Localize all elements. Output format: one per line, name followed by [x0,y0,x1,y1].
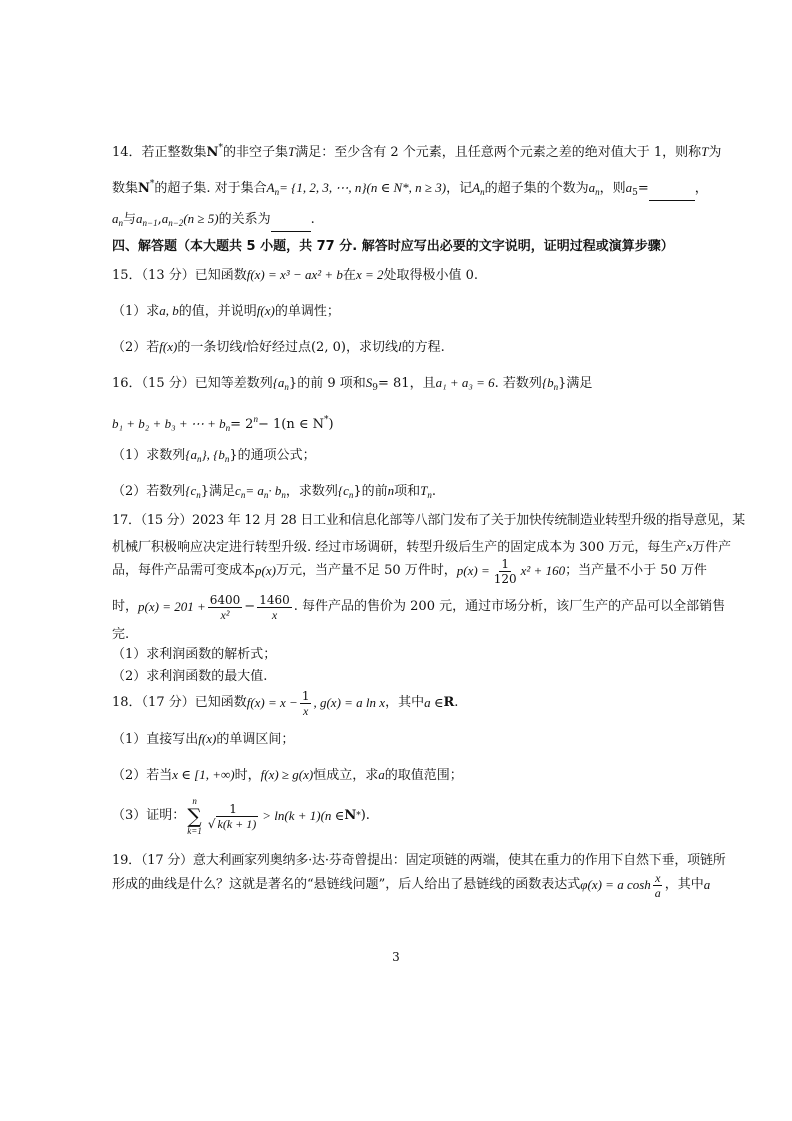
math: }, {b [201,447,225,462]
text: 的前 [361,484,388,499]
fraction [206,802,260,831]
math: N [138,181,150,196]
math: N [206,145,219,160]
text: 满足 [209,484,236,499]
math: } [200,484,210,499]
q17-line-3 [112,556,707,586]
text: 满足：至少含有 2 个元素，且任意两个元素之差的绝对值大于 1，则称 [295,145,702,160]
math: = 81 [377,376,410,391]
page-number: 3 [392,950,400,964]
text: 的前 9 项和 [297,376,366,391]
math: p(x) [255,563,276,578]
q15-stem [112,266,478,285]
math: l [397,339,402,354]
text: 时， [234,768,261,783]
numerator: 6400 [209,592,241,607]
math: = {1, 2, 3, ⋯, n}(n ∈ N*, n ≥ 3) [279,180,447,195]
text: ，求切线 [345,340,398,355]
math: T [287,144,296,159]
math: n [196,490,201,500]
text: 的方程. [401,340,445,355]
math: n [192,796,197,806]
math: 5 [632,188,638,198]
text: 处取得极小值 0. [383,268,479,283]
text: （2）若当 [112,768,173,783]
q17-part-1: （1）求利润函数的解析式； [112,647,277,662]
text: 项和 [394,484,421,499]
math: n [196,454,202,464]
text: . 若数列 [494,376,542,391]
text: 的关系为 [218,212,271,227]
math: n [225,423,231,433]
math: c [235,483,241,498]
math: − 1(n ∈ N [257,417,324,432]
q19-line-1: 19．（17 分）意大利画家列奥纳多·达·芬奇曾提出：固定项链的两端，使其在重力的作用下自然下垂，项链所 [112,853,726,868]
numerator: x [655,870,661,885]
math: } [353,484,362,499]
text: 品，每件产品需可变成本 [112,563,256,578]
math: x [686,539,693,554]
math: k=1 [187,826,202,836]
text: （1）求数列 [112,448,186,463]
math: n [387,483,395,498]
math: } [288,376,298,391]
text: 的一条切线 [177,340,243,355]
q17-line-2 [112,538,731,557]
text: （1）直接写出 [112,732,199,747]
math: a [703,877,711,892]
text: （2）若数列 [112,484,186,499]
math: x = 2 [355,267,384,282]
text: 16．（15 分）已知等差数列 [112,376,273,391]
q17-line-5: 完. [112,627,130,642]
math: a ∈ [424,695,444,710]
math: > ln(k + 1)(n ∈ [262,808,345,823]
numerator: 1 [229,801,237,816]
text: ，记 [446,181,473,196]
math: a [378,767,385,782]
text: ). [360,808,370,823]
text: 的单调性； [274,304,340,319]
math: a [136,211,143,226]
math: n [274,187,280,197]
math: * [149,179,155,189]
math: a, b [159,303,179,318]
text: . [431,484,437,499]
text: ，其中 [385,695,425,710]
math: } [558,376,567,391]
q17-part-2: （2）求利润函数的最大值. [112,669,268,684]
math: A [472,180,481,195]
fraction [208,593,243,622]
denominator: x [271,607,278,622]
math: a₁ + a₃ = 6 [435,375,495,390]
math: p(x) = [456,563,490,578]
text: 万件产 [692,540,732,555]
denominator: √ k(k + 1) [207,816,257,831]
math: {a [185,447,197,462]
text: （2）若 [112,340,160,355]
q18-part-3 [112,796,370,836]
math: a [625,180,633,195]
math: f(x) [198,731,217,746]
text: 为 [708,145,722,160]
q14-line-2 [112,175,708,202]
math: 9 [372,383,378,393]
math: n [480,187,485,197]
math: n [348,490,354,500]
text: 万元，当产量不足 50 万件时， [275,563,457,578]
math: b₁ + b₂ + b₃ + ⋯ + b [112,416,226,431]
math: a [588,180,596,195]
math: f(x) [159,339,178,354]
text: 时， [112,599,139,614]
math: x² + 160 [520,563,566,578]
math: (n ≥ 5) [183,211,219,226]
q18-part-1 [112,730,294,749]
text: ，则 [599,181,626,196]
math: n [553,382,559,392]
math: a [112,211,119,226]
math: , g(x) = a ln x [313,695,386,710]
math: {a [272,375,285,390]
q15-part-1 [112,302,340,321]
answer-blank [271,213,311,232]
fraction [257,593,292,622]
summation [187,796,202,836]
section-heading: 四、解答题（本大题共 5 小题，共 77 分. 解答时应写出必要的文字说明，证明过程或演算步骤） [112,239,674,254]
math: n [224,454,230,464]
math: l [242,339,246,354]
math: } [229,448,238,463]
math: n [240,490,246,500]
text: 15．（13 分）已知函数 [112,268,247,283]
math: * [356,811,361,821]
denominator: x² [220,607,230,622]
text: 的超子集的个数为 [484,181,589,196]
text: 的值，并说明 [178,304,257,319]
q16-part-2 [112,482,436,504]
q16-part-1 [112,446,316,468]
answer-blank [649,182,695,201]
numerator: 1 [501,556,509,571]
math: = [637,181,649,196]
text: 数集 [112,181,139,196]
math: * [218,143,223,153]
math: · b [268,483,282,498]
text: . [310,212,315,227]
math: n [595,187,600,197]
math: p(x) = 201 + [138,599,206,614]
math: R [443,695,455,710]
text: 18．（17 分）已知函数 [112,695,247,710]
text: 的通项公式； [237,448,316,463]
radicand: k(k + 1) [217,816,257,831]
q16-equation [112,410,334,437]
text: 与 [123,212,137,227]
math: = a [245,483,264,498]
text: 满足 [566,376,593,391]
math: * [323,415,329,425]
math: f(x) = x − [246,695,298,710]
q15-part-2 [112,338,445,357]
q14-line-3 [112,210,315,232]
text: 的非空子集 [222,145,288,160]
math: n−2 [168,218,184,228]
math: N [344,808,357,823]
q14-line-1 [112,139,721,162]
denominator: a [654,885,661,900]
math: (2, 0) [310,340,346,355]
math: {c [185,483,197,498]
q17-line-1: 17．（15 分）2023 年 12 月 28 日工业和信息化部等八部门发布了关于加快传统制造业转型升级的指导意见，某 [112,513,745,528]
numerator: 1 [301,688,310,703]
math: x ∈ [1, +∞) [172,767,235,782]
sigma-icon: ∑ [187,804,202,828]
math: n [253,414,258,424]
text: ， [694,181,708,196]
math: n [263,490,269,500]
math: T [420,483,428,498]
text: 恰好经过点 [245,340,311,355]
math: f(x) ≥ g(x) [260,767,314,782]
text: 恒成立，求 [313,768,379,783]
math: a [161,211,169,226]
math: S [365,375,373,390]
math: n [281,490,286,500]
text: 形成的曲线是什么？这就是著名的“悬链线问题”，后人给出了悬链线的函数表达式 [112,877,581,892]
q18-stem [112,688,458,718]
text: 的超子集. 对于集合 [154,181,267,196]
math: n−1 [142,218,158,228]
q17-line-4 [112,592,725,622]
text: ，其中 [664,877,704,892]
text: . [454,695,459,710]
math: , [157,212,162,227]
text: ，求数列 [285,484,338,499]
math: ) [328,417,334,432]
text: 在 [342,268,356,283]
text: （3）证明： [112,808,186,823]
q19-line-2 [112,870,710,900]
math: T [701,144,709,159]
fraction [653,871,663,900]
math: n [427,490,432,500]
math: φ(x) = a cosh [580,877,651,892]
math: {b [541,375,554,390]
math: A [266,180,275,195]
math: n [284,382,289,392]
denominator: 120 [493,571,517,586]
text: ，且 [409,376,436,391]
denominator: x [302,703,309,718]
q16-stem [112,374,592,397]
math: f(x) [256,303,275,318]
text: 的取值范围； [384,768,463,783]
math: = 2 [230,417,254,432]
text: （1）求 [112,304,160,319]
text: 14．若正整数集 [112,145,207,160]
text: 的单调区间； [216,732,295,747]
text: . 每件产品的售价为 200 元，通过市场分析，该厂生产的产品可以全部销售 [293,599,726,614]
fraction [492,557,519,586]
text: ；当产量不小于 50 万件 [565,563,707,578]
math: f(x) = x³ − ax² + b [246,267,343,282]
numerator: 1460 [259,592,290,607]
fraction [300,689,312,718]
math: {c [337,483,349,498]
math: − [244,599,256,614]
math: n [118,218,123,228]
text: 机械厂积极响应决定进行转型升级. 经过市场调研，转型升级后生产的固定成本为 300 万元，每生产 [112,540,687,555]
q18-part-2 [112,766,463,785]
